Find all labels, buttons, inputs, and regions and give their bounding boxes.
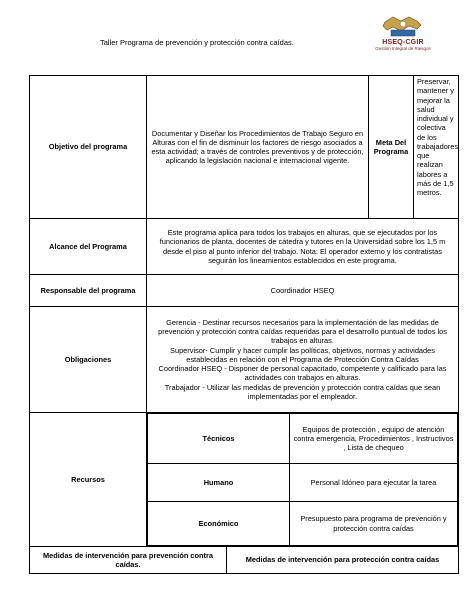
logo-emblem-icon (381, 16, 425, 38)
logo-subtitle: Gestión Integral de Riesgos (375, 46, 431, 51)
obligacion-trabajador: Trabajador - Utilizar las medidas de prevención y protección contra caídas que sean implementadas por el empleador. (164, 382, 441, 401)
recurso-desc: Equipos de protección , equipo de atención contra emergencia, Procedimientos , Instructivos , Lista de chequeo (290, 414, 458, 464)
recurso-type: Técnicos (148, 414, 290, 464)
alcance-label: Alcance del Programa (30, 219, 147, 275)
row-recursos (30, 413, 459, 547)
recurso-type: Económico (148, 502, 290, 546)
responsable-value: Coordinador HSEQ (147, 275, 459, 307)
obligacion-coordinador: Coordinador HSEQ - Disponer de personal capacitado, competente y calificado para las actividades con trabajos en alturas. (158, 364, 447, 383)
obligaciones-value (147, 307, 459, 413)
recurso-row (148, 414, 458, 464)
footer-prevencion: Medidas de intervención para prevención contra caídas. (30, 547, 227, 574)
recursos-table-cell (147, 413, 459, 547)
row-responsable (30, 275, 459, 307)
row-alcance (30, 219, 459, 275)
program-table (29, 75, 459, 574)
responsable-label: Responsable del programa (30, 275, 147, 307)
objetivo-label: Objetivo del programa (30, 76, 147, 219)
row-footer (30, 547, 459, 574)
alcance-value: Este programa aplica para todos los trabajos en alturas, que se ejecutados por los funcionarios de planta, docentes de cátedra y tutores en la Universidad sobre los 1,5 m desde el piso al punto inferior del trabajo. Nota: El operador externo y los contratistas seguirán los lineamientos establecidos en este programa. (147, 219, 459, 275)
meta-value: Preservar, mantener y mejorar la salud individual y colectiva de los trabajadores que realizan labores a más de 1,5 metros. (414, 76, 459, 219)
recurso-type: Humano (148, 464, 290, 502)
meta-label: Meta Del Programa (369, 76, 414, 219)
objetivo-value: Documentar y Diseñar los Procedimientos de Trabajo Seguro en Alturas con el fin de disminuir los factores de riesgo asociados a esta actividad; a través de controles preventivos y de protección, aplicando la legislación nacional e internacional vigente. (147, 76, 369, 219)
recursos-table (147, 413, 458, 546)
recurso-desc: Personal Idóneo para ejecutar la tarea (290, 464, 458, 502)
recursos-label: Recursos (30, 413, 147, 547)
row-obligaciones (30, 307, 459, 413)
row-objetivo (30, 76, 459, 219)
document-title: Taller Programa de prevención y protección contra caídas. (100, 38, 294, 47)
footer-proteccion: Medidas de intervención para protección contra caídas (227, 547, 459, 574)
recurso-row (148, 464, 458, 502)
obligacion-supervisor: Supervisor- Cumplir y hacer cumplir las políticas, objetivos, normas y actividades establecidas en relación con el Programa de Protección Contra Caídas (170, 345, 435, 364)
recurso-desc: Presupuesto para programa de prevención y protección contra caídas (290, 502, 458, 546)
organization-logo (368, 16, 438, 64)
obligacion-gerencia: Gerencia - Destinar recursos necesarios para la implementación de las medidas de prevención y protección contra caídas requeridas para el desarrollo puntual de todos los trabajos en alturas. (158, 317, 447, 346)
logo-name: HSEQ-CGIR (382, 39, 424, 46)
obligaciones-label: Obligaciones (30, 307, 147, 413)
recurso-row (148, 502, 458, 546)
